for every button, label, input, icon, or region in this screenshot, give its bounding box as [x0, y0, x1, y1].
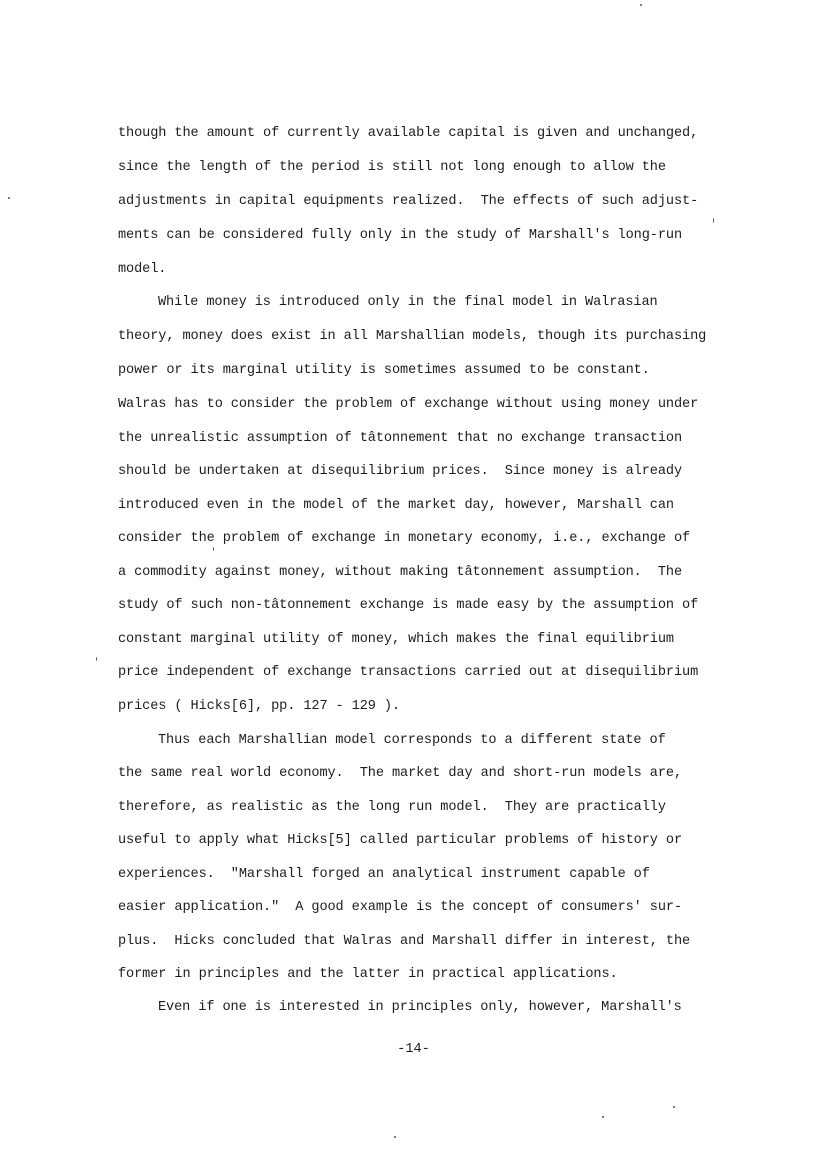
text-line: should be undertaken at disequilibrium prices. Since money is already: [118, 464, 683, 479]
scan-speck: [673, 1106, 675, 1108]
text-line: study of such non-tâtonnement exchange is made easy by the assumption of: [118, 598, 699, 613]
paragraph-first-line: Thus each Marshallian model corresponds to a different state of: [158, 733, 666, 748]
scan-speck: [394, 1136, 396, 1138]
text-line: consider the problem of exchange in monetary economy, i.e., exchange of: [118, 531, 691, 546]
text-line: price independent of exchange transactions carried out at disequilibrium: [118, 665, 699, 680]
text-line: power or its marginal utility is sometimes assumed to be constant.: [118, 363, 650, 378]
text-line: since the length of the period is still not long enough to allow the: [118, 160, 666, 175]
paragraph-first-line: Even if one is interested in principles only, however, Marshall's: [158, 1000, 682, 1015]
text-line: experiences. "Marshall forged an analytical instrument capable of: [118, 867, 650, 882]
text-line: though the amount of currently available capital is given and unchanged,: [118, 126, 699, 141]
text-line: adjustments in capital equipments realized. The effects of such adjust-: [118, 194, 699, 209]
text-line: prices ( Hicks[6], pp. 127 - 129 ).: [118, 699, 401, 714]
text-line: introduced even in the model of the market day, however, Marshall can: [118, 498, 674, 513]
page-number: -14-: [397, 1042, 430, 1057]
text-line: the unrealistic assumption of tâtonnement that no exchange transaction: [118, 431, 683, 446]
scan-speck: [602, 1116, 604, 1118]
text-line: constant marginal utility of money, which makes the final equilibrium: [118, 632, 674, 647]
text-line: therefore, as realistic as the long run model. They are practically: [118, 800, 666, 815]
scan-speck: [640, 4, 642, 6]
text-line: useful to apply what Hicks[5] called particular problems of history or: [118, 833, 683, 848]
text-line: theory, money does exist in all Marshallian models, though its purchasing: [118, 329, 707, 344]
text-line: Walras has to consider the problem of exchange without using money under: [118, 397, 699, 412]
scan-speck: [213, 547, 214, 551]
scan-speck: [8, 197, 10, 199]
text-line: a commodity against money, without making tâtonnement assumption. The: [118, 565, 683, 580]
text-line: former in principles and the latter in practical applications.: [118, 967, 618, 982]
scan-speck: [713, 218, 714, 223]
paragraph-first-line: While money is introduced only in the final model in Walrasian: [158, 295, 658, 310]
text-line: easier application." A good example is the concept of consumers' sur-: [118, 900, 683, 915]
text-line: model.: [118, 262, 167, 277]
text-line: plus. Hicks concluded that Walras and Marshall differ in interest, the: [118, 934, 691, 949]
text-line: ments can be considered fully only in the study of Marshall's long-run: [118, 228, 683, 243]
text-line: the same real world economy. The market day and short-run models are,: [118, 766, 683, 781]
scan-speck: [96, 657, 97, 661]
